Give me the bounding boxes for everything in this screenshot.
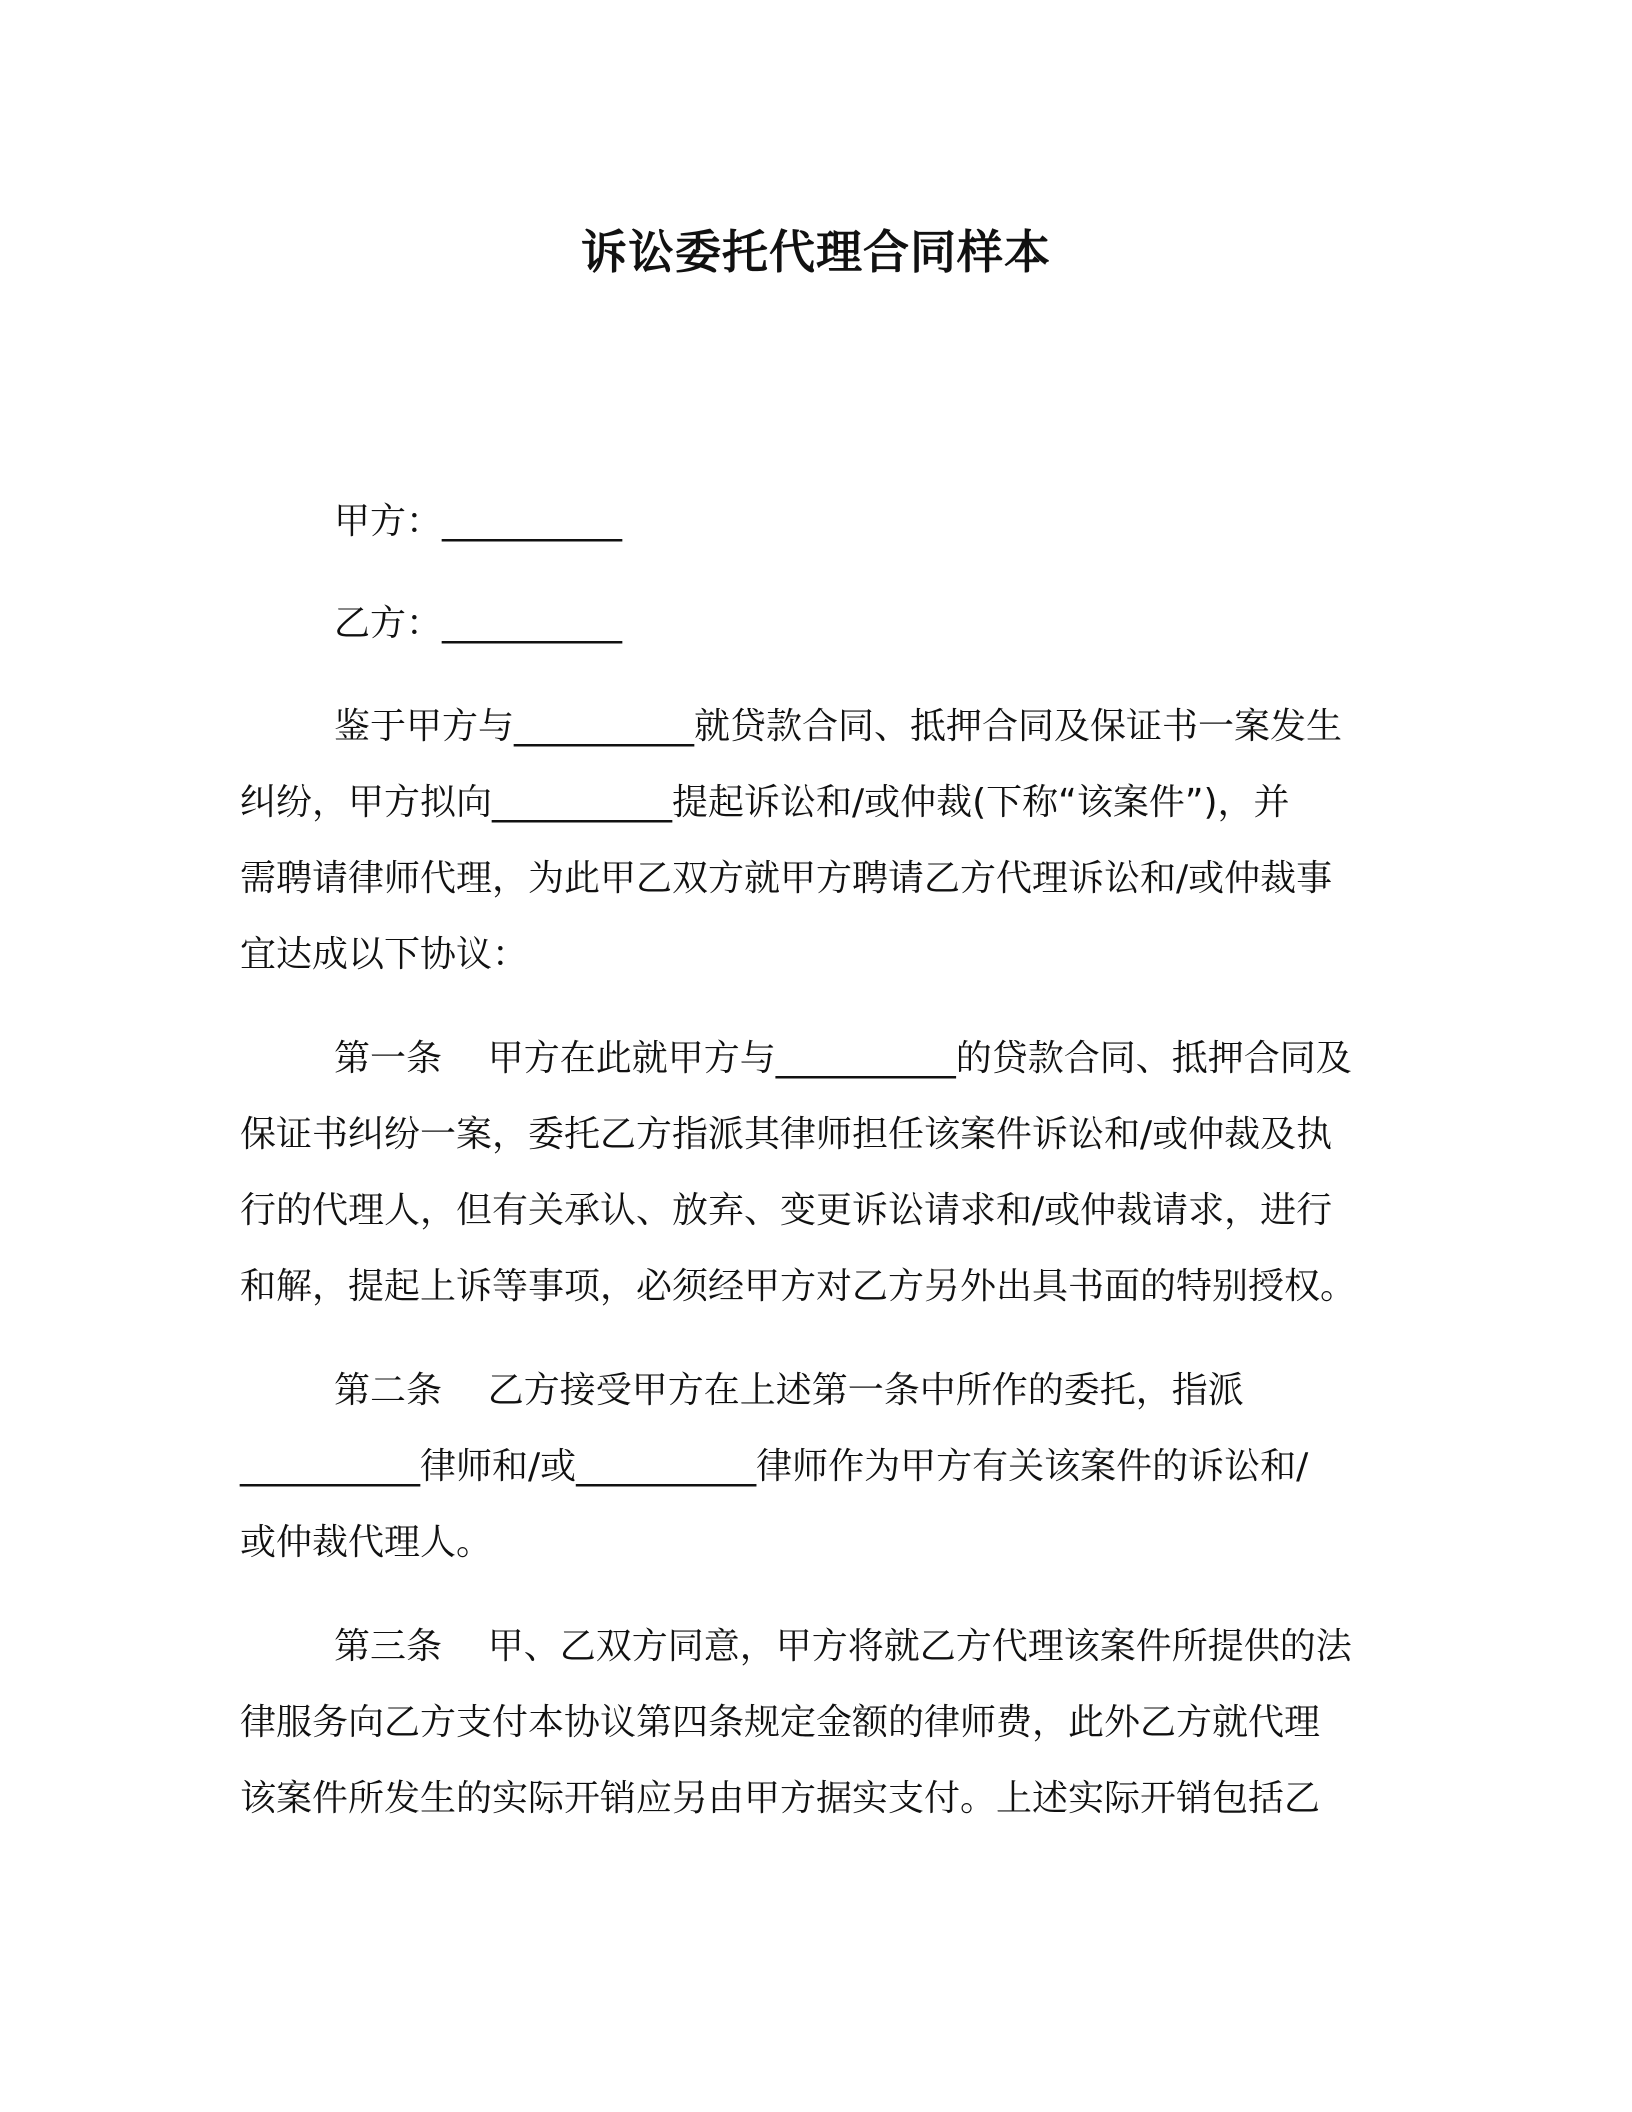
article-2-line: 第二条 乙方接受甲方在上述第一条中所作的委托，指派: [334, 1370, 1244, 1411]
preamble-line: 纠纷，甲方拟向__________提起诉讼和/或仲裁(下称“该案件”)，并: [240, 782, 1290, 823]
article-3-line: 第三条 甲、乙双方同意，甲方将就乙方代理该案件所提供的法: [334, 1626, 1352, 1667]
party-b-label: 乙方：: [334, 603, 443, 644]
article-1-line: 第一条 甲方在此就甲方与__________的贷款合同、抵押合同及: [334, 1038, 1352, 1079]
article-1-line: 保证书纠纷一案，委托乙方指派其律师担任该案件诉讼和/或仲裁及执: [240, 1114, 1333, 1155]
article-3-line: 律服务向乙方支付本协议第四条规定金额的律师费，此外乙方就代理: [240, 1702, 1321, 1743]
preamble-line: 鉴于甲方与__________就贷款合同、抵押合同及保证书一案发生: [334, 706, 1343, 747]
document-title: 诉讼委托代理合同样本: [581, 225, 1051, 279]
preamble-line: 需聘请律师代理，为此甲乙双方就甲方聘请乙方代理诉讼和/或仲裁事: [240, 858, 1333, 899]
article-2-line: __________律师和/或__________律师作为甲方有关该案件的诉讼和/: [240, 1446, 1309, 1487]
party-b-blank: __________: [442, 603, 623, 644]
article-1-line: 和解，提起上诉等事项，必须经甲方对乙方另外出具书面的特别授权。: [240, 1266, 1357, 1307]
article-3-line: 该案件所发生的实际开销应另由甲方据实支付。上述实际开销包括乙: [240, 1778, 1321, 1819]
party-a-line: [334, 497, 622, 547]
party-b-line: [334, 599, 622, 649]
party-a-blank: __________: [442, 501, 623, 542]
article-2-line: 或仲裁代理人。: [240, 1522, 493, 1563]
article-1-line: 行的代理人，但有关承认、放弃、变更诉讼请求和/或仲裁请求，进行: [240, 1190, 1333, 1231]
party-a-label: 甲方：: [334, 501, 443, 542]
preamble-line: 宜达成以下协议：: [240, 934, 529, 975]
